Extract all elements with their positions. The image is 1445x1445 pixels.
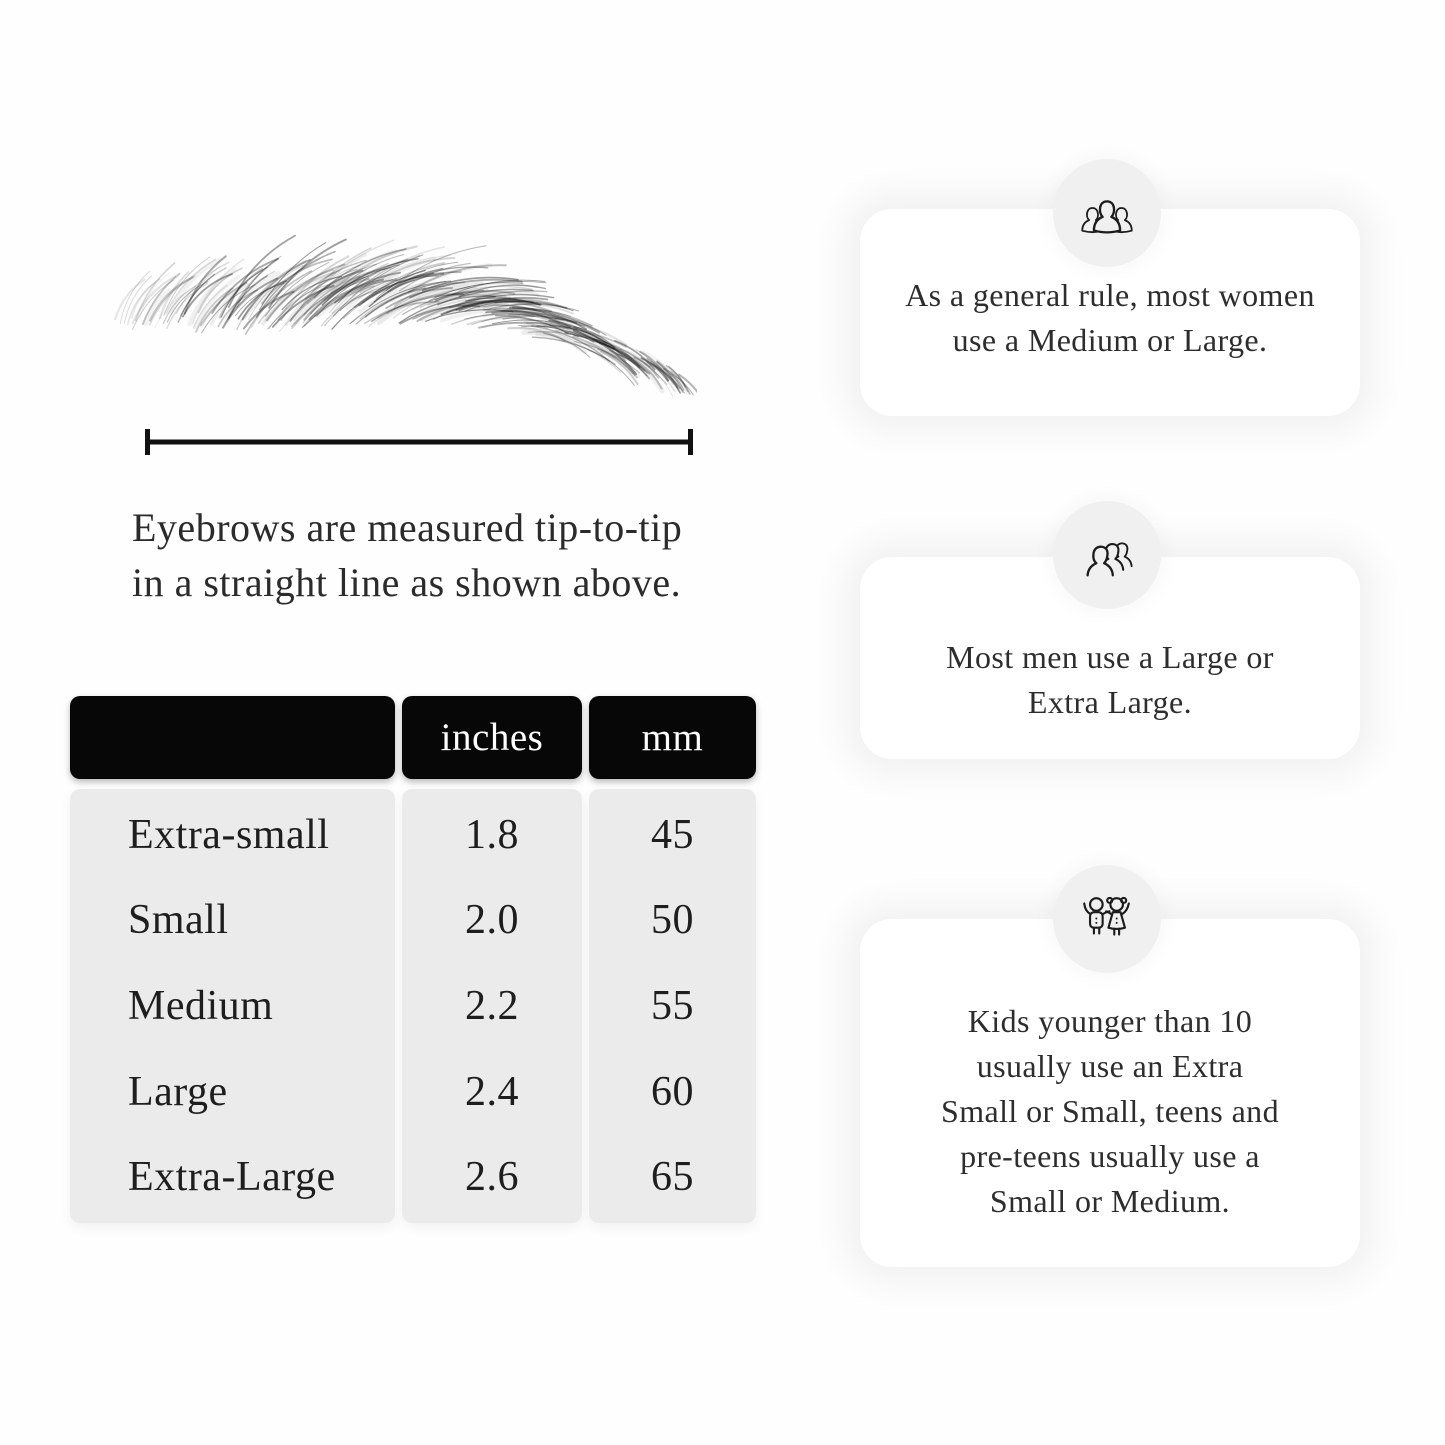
table-body-size <box>70 789 395 1223</box>
table-body-mm <box>589 789 756 1223</box>
card-line: Extra Large. <box>1027 684 1193 720</box>
table-cell-inches-3: 2.4 <box>465 1068 519 1115</box>
table-cell-inches-2: 2.2 <box>465 982 519 1029</box>
table-body-inches <box>402 789 582 1223</box>
table-header-inches: inches <box>402 696 582 779</box>
card-line: usually use an Extra <box>976 1048 1244 1084</box>
women-group-icon <box>1076 187 1138 239</box>
caption-line-1: Eyebrows are measured tip-to-tip <box>132 505 683 550</box>
table-cell-mm-3: 60 <box>651 1068 694 1115</box>
table-cell-size-3: Large <box>128 1068 228 1115</box>
card-line: As a general rule, most women <box>905 277 1315 313</box>
eyebrow-illustration <box>112 232 697 400</box>
table-cell-size-1: Small <box>128 897 229 944</box>
caption-line-2: in a straight line as shown above. <box>132 560 682 605</box>
table-cell-size-2: Medium <box>128 982 274 1029</box>
men-group-icon <box>1076 529 1138 581</box>
men-icon-circle <box>1053 501 1161 609</box>
women-icon-circle <box>1053 159 1161 267</box>
card-line: Most men use a Large or <box>946 639 1274 675</box>
card-line: Kids younger than 10 <box>967 1003 1253 1039</box>
table-cell-mm-1: 50 <box>651 897 694 944</box>
figure-caption <box>132 500 682 610</box>
table-cell-mm-4: 65 <box>651 1154 694 1201</box>
table-cell-size-0: Extra-small <box>128 811 330 858</box>
table-cell-mm-0: 45 <box>651 811 694 858</box>
table-column-mm <box>589 696 756 1223</box>
table-cell-inches-0: 1.8 <box>465 811 519 858</box>
card-line: Small or Small, teens and <box>941 1093 1279 1129</box>
table-cell-mm-2: 55 <box>651 982 694 1029</box>
table-cell-inches-4: 2.6 <box>465 1154 519 1201</box>
card-line: pre-teens usually use a <box>960 1138 1260 1174</box>
table-cell-size-4: Extra-Large <box>128 1154 336 1201</box>
table-header-size <box>70 696 395 779</box>
children-icon-circle <box>1053 865 1161 973</box>
table-cell-inches-1: 2.0 <box>465 897 519 944</box>
card-line: use a Medium or Large. <box>952 322 1268 358</box>
measure-bar <box>145 440 693 445</box>
measurement-line <box>145 427 693 457</box>
table-header-mm: mm <box>589 696 756 779</box>
children-icon <box>1076 894 1138 944</box>
card-line: Small or Medium. <box>989 1183 1231 1219</box>
size-table <box>70 696 756 1223</box>
table-column-size <box>70 696 395 1223</box>
table-column-inches <box>402 696 582 1223</box>
